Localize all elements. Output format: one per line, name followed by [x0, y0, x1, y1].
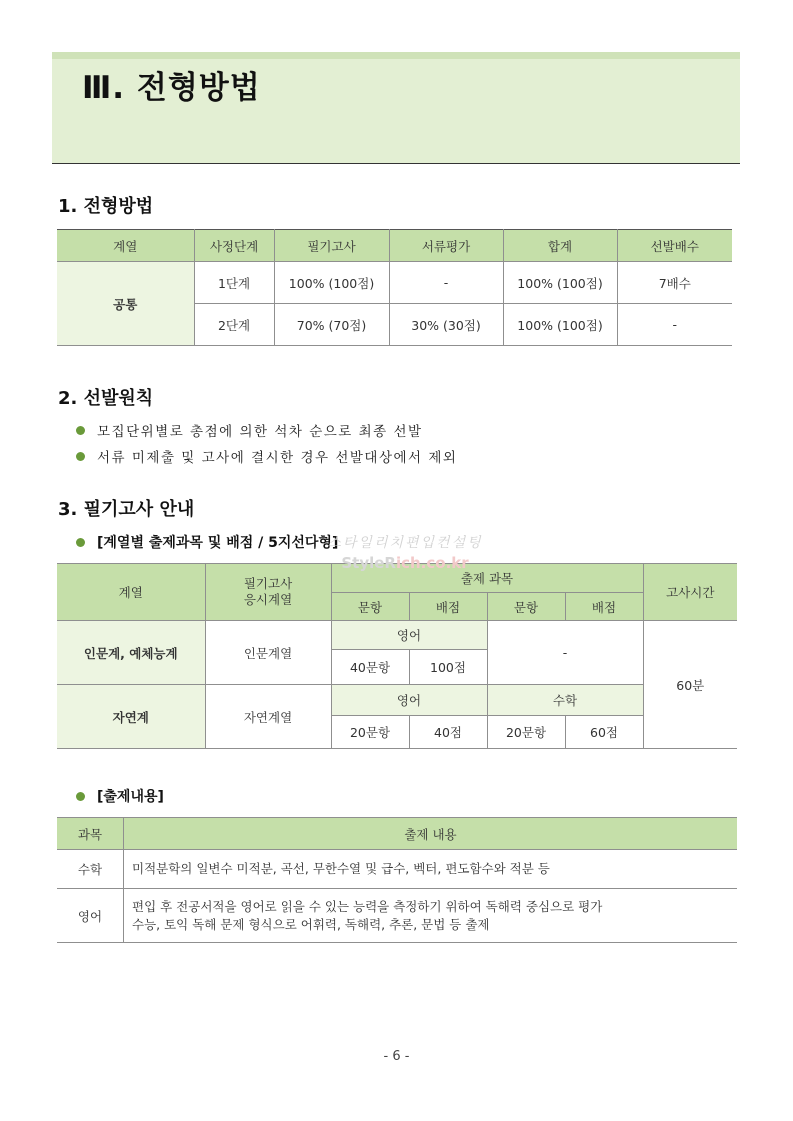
multiple-cell: -: [617, 304, 732, 346]
header-total: 합계: [503, 230, 617, 262]
bullet-icon: [76, 452, 85, 461]
header-written: 필기고사: [274, 230, 389, 262]
track-cell: 자연계: [57, 685, 205, 749]
table-row: [57, 850, 737, 889]
subheading-content: [76, 786, 164, 806]
header-exam: [205, 564, 331, 621]
bullet-icon: [76, 792, 85, 801]
header-track: 계열: [57, 564, 205, 621]
header-stage: 사정단계: [194, 230, 274, 262]
exam-cell: 인문계열: [205, 621, 331, 685]
subheading-text: [출제내용]: [97, 789, 164, 805]
multiple-cell: 7배수: [617, 262, 732, 304]
header-time: 고사시간: [643, 564, 737, 621]
table-row: [57, 889, 737, 943]
content-cell: 미적분학의 일변수 미적분, 곡선, 무한수열 및 급수, 벡터, 편도함수와 적분 등: [124, 850, 738, 889]
content-cell: [124, 889, 738, 943]
list-item: [76, 443, 457, 469]
questions-cell: 20문항: [487, 716, 565, 749]
section1-heading: 1. 전형방법: [58, 196, 154, 217]
subject-cell: -: [487, 621, 643, 685]
bullet-text: 서류 미제출 및 고사에 결시한 경우 선발대상에서 제외: [97, 450, 458, 466]
exam-content-table: [57, 817, 737, 943]
group-cell: 공통: [57, 262, 194, 346]
bullet-icon: [76, 426, 85, 435]
header-questions: 문항: [487, 593, 565, 621]
header-subjects: 출제 과목: [331, 564, 643, 593]
watermark-text-b: ich.co.kr: [395, 554, 469, 572]
score-cell: 40점: [409, 716, 487, 749]
content-line: 수능, 토익 독해 문제 형식으로 어휘력, 독해력, 추론, 문법 등 출제: [132, 916, 490, 932]
subject-cell: 영어: [331, 621, 487, 650]
header-multiple: 선발배수: [617, 230, 732, 262]
time-cell: 60분: [643, 621, 737, 749]
subheading-text: [계열별 출제과목 및 배점 / 5지선다형]: [97, 535, 339, 551]
written-cell: 70% (70점): [274, 304, 389, 346]
track-cell: 인문계, 예체능계: [57, 621, 205, 685]
header-score: 배점: [409, 593, 487, 621]
table-row: [57, 262, 732, 304]
bullet-text: 모집단위별로 총점에 의한 석차 순으로 최종 선발: [97, 424, 423, 440]
header-exam-line1: 필기고사: [243, 576, 293, 591]
header-subject: 과목: [57, 818, 124, 850]
subject-cell: 수학: [57, 850, 124, 889]
header-exam-line2: 응시계열: [243, 592, 293, 607]
subheading-subjects: [76, 532, 338, 552]
document-cell: 30% (30점): [389, 304, 503, 346]
exam-cell: 자연계열: [205, 685, 331, 749]
table-header-row: [57, 564, 737, 593]
page-number: - 6 -: [383, 1049, 410, 1064]
questions-cell: 40문항: [331, 650, 409, 685]
total-cell: 100% (100점): [503, 262, 617, 304]
content-line: 편입 후 전공서적을 영어로 읽을 수 있는 능력을 측정하기 위하여 독해력 중심으로 평가: [132, 898, 603, 914]
table-row: [57, 685, 737, 716]
table-header-row: [57, 818, 737, 850]
questions-cell: 20문항: [331, 716, 409, 749]
document-cell: -: [389, 262, 503, 304]
table-header-row: [57, 230, 732, 262]
chapter-title: Ⅲ. 전형방법: [82, 70, 261, 106]
written-cell: 100% (100점): [274, 262, 389, 304]
header-track: 계열: [57, 230, 194, 262]
total-cell: 100% (100점): [503, 304, 617, 346]
subject-cell: 영어: [331, 685, 487, 716]
stage-cell: 2단계: [194, 304, 274, 346]
score-cell: 100점: [409, 650, 487, 685]
selection-principles-list: [76, 417, 457, 469]
stage-cell: 1단계: [194, 262, 274, 304]
score-cell: 60점: [565, 716, 643, 749]
header-document: 서류평가: [389, 230, 503, 262]
header-questions: 문항: [331, 593, 409, 621]
section2-heading: 2. 선발원칙: [58, 388, 154, 409]
subject-cell: 영어: [57, 889, 124, 943]
header-content: 출제 내용: [124, 818, 738, 850]
header-score: 배점: [565, 593, 643, 621]
watermark-line1: 스타일리치편입컨설팅: [327, 535, 483, 551]
selection-method-table: [57, 229, 732, 346]
chapter-banner: [52, 52, 740, 164]
subject-cell: 수학: [487, 685, 643, 716]
table-row: [57, 621, 737, 650]
written-exam-table: [57, 563, 737, 749]
bullet-icon: [76, 538, 85, 547]
section3-heading: 3. 필기고사 안내: [58, 499, 195, 520]
watermark-text-a: StyleR: [341, 554, 396, 572]
list-item: [76, 417, 457, 443]
banner-top-strip: [52, 52, 740, 59]
